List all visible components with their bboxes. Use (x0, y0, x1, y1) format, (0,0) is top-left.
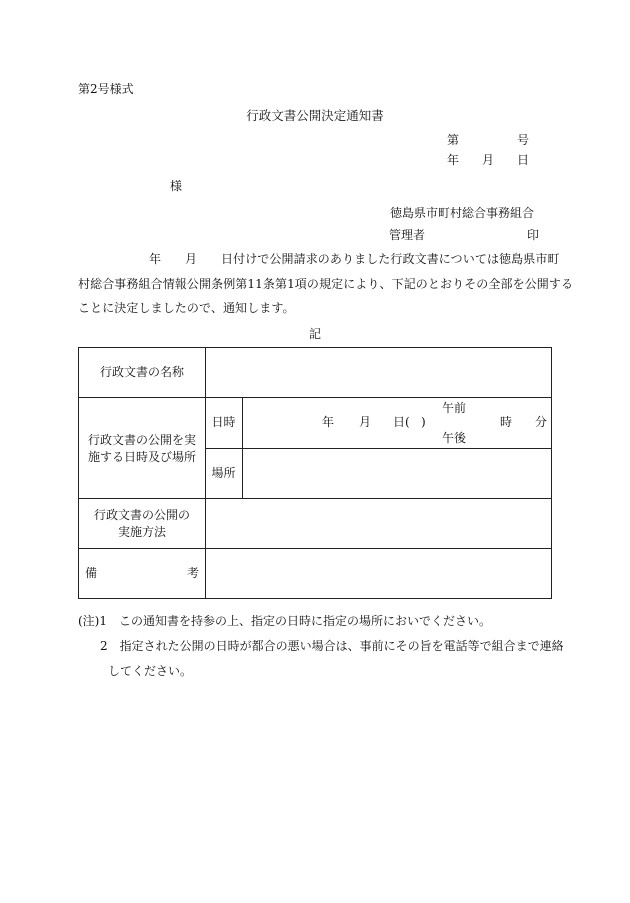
form-number: 第2号様式 (78, 82, 134, 96)
seal-mark: 印 (527, 228, 540, 242)
body-line-1 (78, 250, 560, 266)
datetime-label: 日時 (211, 415, 236, 429)
datetime-minute: 分 (535, 415, 548, 429)
note-2: 2 指定された公開の日時が都合の悪い場合は、事前にその旨を電話等で組合まで連絡 (100, 639, 564, 653)
reference-suffix: 号 (517, 133, 530, 147)
issuer-title: 管理者 (389, 228, 426, 242)
date-month: 月 (482, 153, 495, 167)
place-label: 場所 (211, 466, 236, 480)
body-line-3: ことに決定しましたので、通知します。 (78, 301, 295, 315)
issuer-organization: 徳島県市町村総合事務組合 (390, 206, 535, 220)
note-1: (注)1 この通知書を持参の上、指定の日時に指定の場所においでください。 (78, 614, 492, 628)
section-heading: 記 (308, 327, 321, 341)
reference-prefix: 第 (447, 133, 460, 147)
date-day: 日 (517, 153, 530, 167)
datetime-year: 年 (322, 415, 335, 429)
method-label-line-1: 行政文書の公開の (93, 508, 190, 522)
details-table (78, 347, 552, 599)
body-month: 月 (185, 252, 198, 266)
datetime-pm: 午後 (442, 431, 467, 445)
datetime-weekday-close: ) (421, 415, 426, 429)
remarks-label-end: 考 (187, 566, 200, 580)
document-title: 行政文書公開決定通知書 (246, 108, 384, 123)
note-2-continued: してください。 (108, 664, 193, 678)
date-year: 年 (447, 153, 460, 167)
datetime-month: 月 (359, 415, 372, 429)
method-label-line-2: 実施方法 (117, 525, 166, 539)
body-text-1: 日付けで公開請求のありました行政文書については徳島県市町 (221, 252, 560, 266)
recipient-honorific: 様 (170, 179, 183, 193)
datetime-hour: 時 (500, 415, 513, 429)
schedule-label-line-1: 行政文書の公開を実 (87, 433, 196, 447)
body-year: 年 (149, 252, 162, 266)
datetime-day: 日( (393, 415, 410, 429)
name-label: 行政文書の名称 (99, 365, 184, 379)
schedule-label-line-2: 施する日時及び場所 (87, 450, 196, 464)
body-line-2: 村総合事務組合情報公開条例第11条第1項の規定により、下記のとおりその全部を公開する (78, 277, 574, 291)
datetime-am: 午前 (442, 401, 467, 415)
remarks-label-start: 備 (85, 566, 98, 580)
